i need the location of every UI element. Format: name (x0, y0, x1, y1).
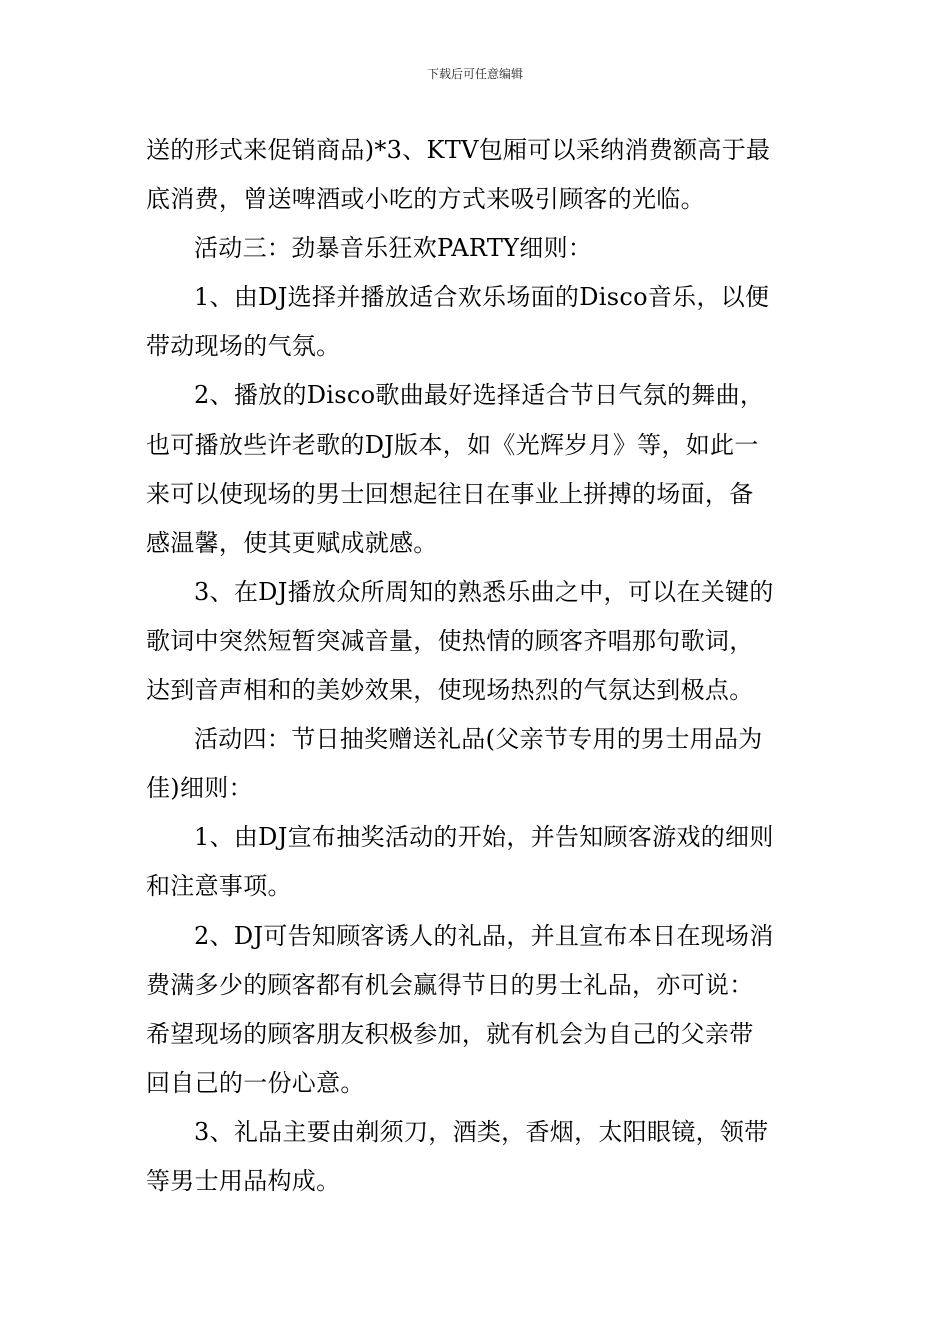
text-line: 1、由DJ选择并播放适合欢乐场面的Disco音乐，以便 (194, 283, 770, 312)
page-header: 下载后可任意编辑 (426, 67, 523, 81)
text-line: 带动现场的气氛。 (146, 332, 341, 361)
text-line: 1、由DJ宣布抽奖活动的开始，并告知顾客游戏的细则 (194, 823, 774, 852)
paragraph (146, 371, 810, 567)
paragraph (146, 1108, 810, 1206)
text-line: 活动四：节日抽奖赠送礼品(父亲节专用的男士用品为 (194, 725, 763, 754)
text-line: 也可播放些许老歌的DJ版本，如《光辉岁月》等，如此一 (146, 430, 759, 459)
text-line: 歌词中突然短暂突减音量，使热情的顾客齐唱那句歌词， (146, 626, 754, 655)
text-line: 费满多少的顾客都有机会赢得节日的男士礼品，亦可说： (146, 970, 754, 999)
paragraph (146, 813, 810, 911)
text-line: 2、播放的Disco歌曲最好选择适合节日气氛的舞曲， (194, 381, 765, 410)
text-line: 2、DJ可告知顾客诱人的礼品，并且宣布本日在现场消 (194, 921, 774, 950)
paragraph (146, 568, 810, 715)
text-line: 送的形式来促销商品)*3、KTV包厢可以采纳消费额高于最 (146, 136, 771, 164)
paragraph (146, 126, 810, 224)
text-line: 希望现场的顾客朋友积极参加，就有机会为自己的父亲带 (146, 1019, 754, 1048)
paragraph (146, 715, 810, 813)
text-line: 3、礼品主要由剃须刀，酒类，香烟，太阳眼镜，领带 (194, 1117, 769, 1146)
text-line: 活动三：劲暴音乐狂欢PARTY细则： (194, 234, 593, 263)
text-line: 来可以使现场的男士回想起往日在事业上拼搏的场面，备 (146, 479, 754, 508)
text-line: 和注意事项。 (146, 872, 292, 901)
text-line: 回自己的一份心意。 (146, 1068, 365, 1097)
text-line: 佳)细则： (146, 774, 253, 803)
text-line: 3、在DJ播放众所周知的熟悉乐曲之中，可以在关键的 (194, 577, 774, 606)
text-line: 底消费，曾送啤酒或小吃的方式来吸引顾客的光临。 (146, 185, 705, 214)
paragraph (146, 224, 810, 273)
paragraph (146, 273, 810, 371)
document-body (146, 126, 810, 1206)
text-line: 达到音声相和的美妙效果，使现场热烈的气氛达到极点。 (146, 676, 754, 705)
paragraph (146, 912, 810, 1108)
text-line: 感温馨，使其更赋成就感。 (146, 528, 438, 557)
text-line: 等男士用品构成。 (146, 1166, 341, 1195)
